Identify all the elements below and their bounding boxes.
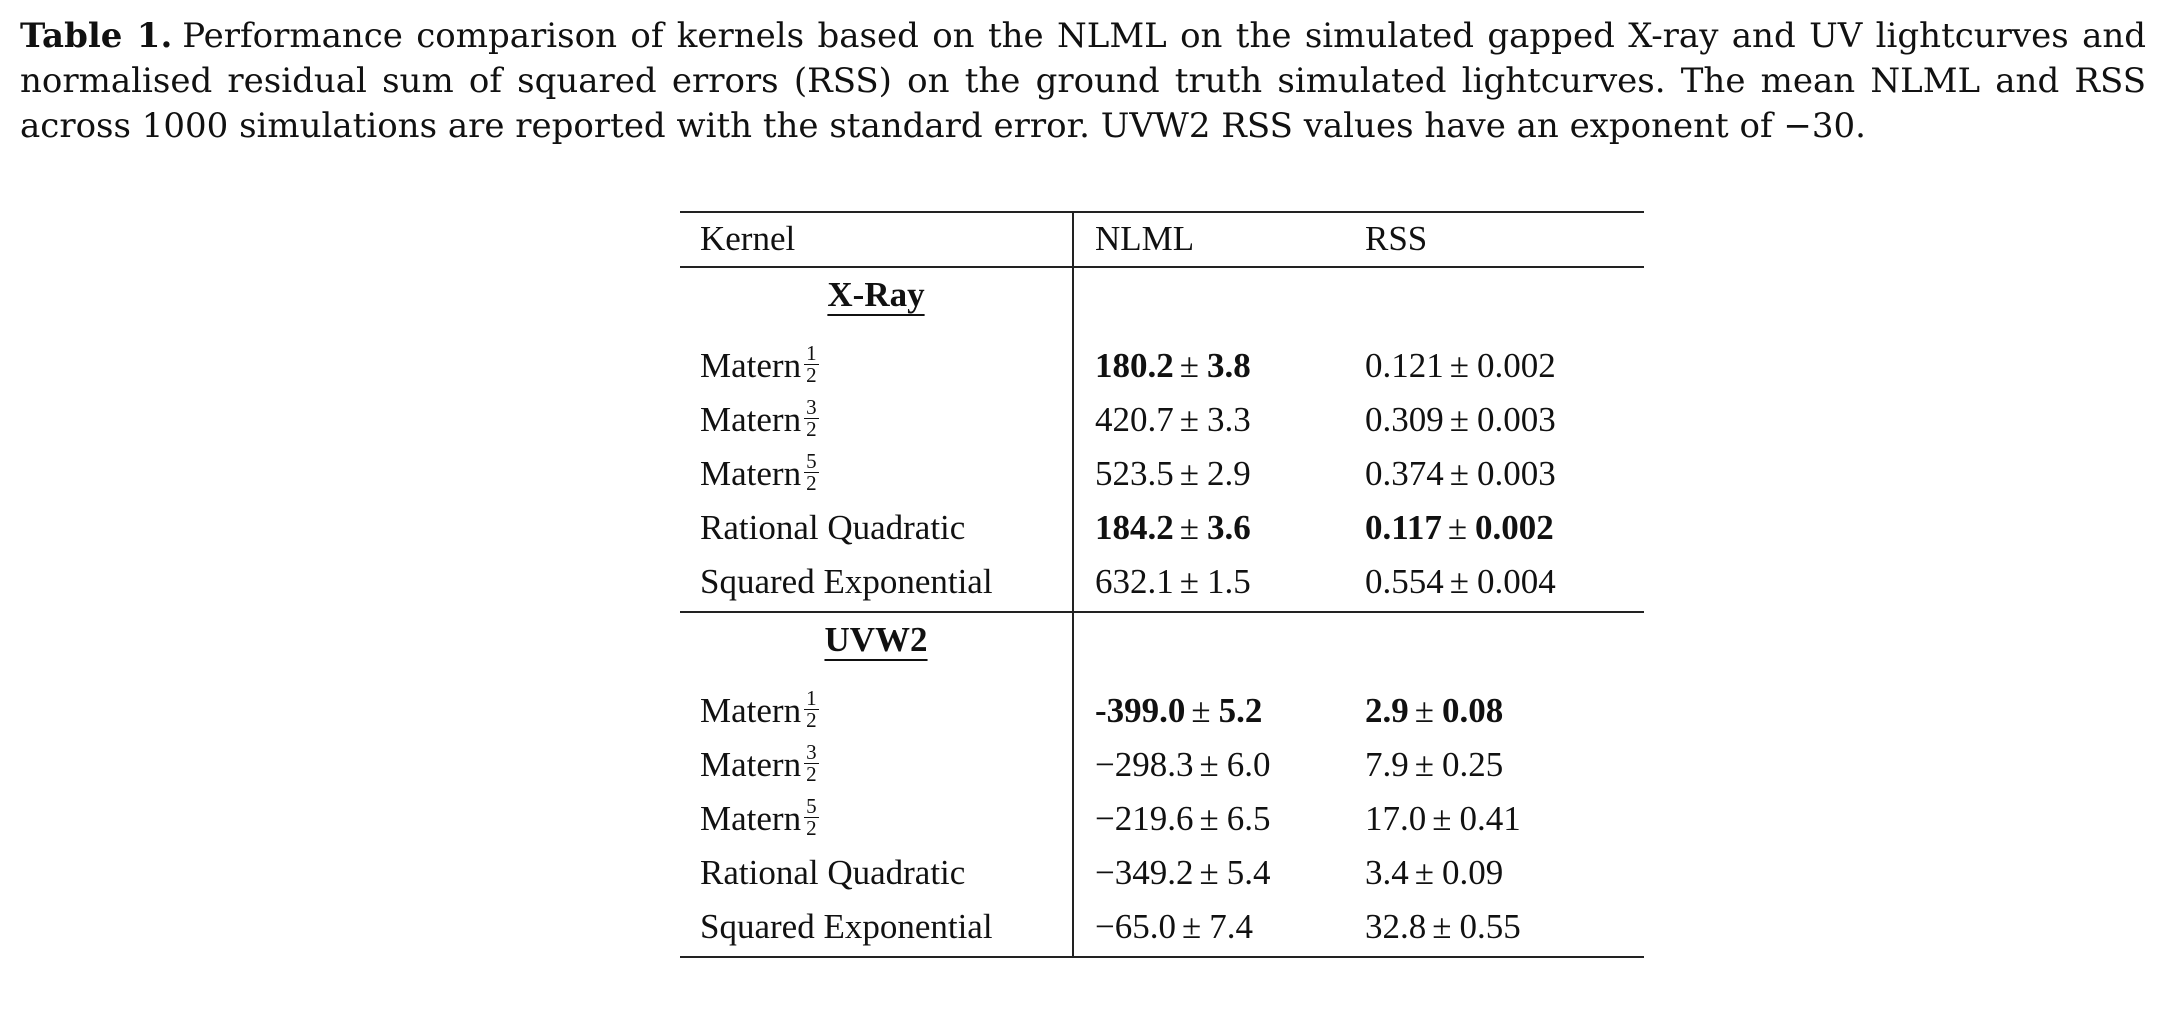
- kernel-cell: [700, 506, 965, 550]
- rss-cell-mean: 7.9: [1365, 745, 1409, 784]
- nlml-cell: [1095, 851, 1270, 895]
- fraction-denominator: 2: [806, 762, 817, 787]
- rss-cell: [1365, 797, 1521, 841]
- rss-cell: [1365, 851, 1503, 895]
- kernel-cell: [700, 449, 819, 498]
- plus-minus: ±: [1179, 400, 1199, 439]
- kernel-name: Matern: [700, 691, 802, 730]
- kernel-fraction: [804, 397, 819, 440]
- nlml-cell: [1095, 506, 1251, 550]
- nlml-cell-error: 2.9: [1206, 454, 1251, 493]
- nlml-cell-mean: 523.5: [1095, 454, 1174, 493]
- plus-minus: ±: [1179, 508, 1199, 547]
- nlml-cell: [1095, 797, 1270, 841]
- plus-minus: ±: [1199, 853, 1219, 892]
- kernel-name: Matern: [700, 799, 802, 838]
- rss-cell-mean: 0.554: [1365, 562, 1444, 601]
- rss-cell-error: 0.002: [1476, 346, 1556, 385]
- rss-cell-mean: 0.309: [1365, 400, 1444, 439]
- nlml-cell-error: 6.5: [1226, 799, 1271, 838]
- plus-minus: ±: [1414, 745, 1434, 784]
- rss-cell: [1365, 743, 1503, 787]
- kernel-cell: [700, 905, 993, 949]
- rss-cell-mean: 2.9: [1365, 691, 1409, 730]
- plus-minus: ±: [1432, 799, 1452, 838]
- fraction-numerator: 3: [806, 395, 817, 420]
- rss-cell-error: 0.002: [1475, 508, 1554, 547]
- plus-minus: ±: [1179, 454, 1199, 493]
- nlml-cell: [1095, 743, 1270, 787]
- fraction-numerator: 5: [806, 794, 817, 819]
- kernel-cell: [700, 851, 965, 895]
- table-caption: [20, 14, 2146, 149]
- fraction-numerator: 1: [806, 686, 817, 711]
- nlml-cell-mean: −65.0: [1095, 907, 1176, 946]
- rss-cell-mean: 17.0: [1365, 799, 1427, 838]
- rss-cell: [1365, 905, 1521, 949]
- plus-minus: ±: [1449, 562, 1469, 601]
- fraction-denominator: 2: [806, 417, 817, 442]
- nlml-cell-mean: −219.6: [1095, 799, 1194, 838]
- fraction-denominator: 2: [806, 363, 817, 388]
- caption-text: Performance comparison of kernels based on the NLML on the simulated gapped X-ray and UV lightcurves and normalised residual sum of squared errors (RSS) on the ground truth simulated lightcurves. The mean NLML and RSS across 1000 simulations are reported with the standard error. UVW2 RSS values have an exponent of −30.: [20, 16, 2146, 146]
- nlml-cell: [1095, 398, 1251, 442]
- rss-cell: [1365, 344, 1556, 388]
- kernel-cell: [700, 395, 819, 444]
- plus-minus: ±: [1179, 346, 1199, 385]
- rss-cell-mean: 32.8: [1365, 907, 1427, 946]
- fraction-denominator: 2: [806, 708, 817, 733]
- header-rss: RSS: [1365, 219, 1428, 258]
- plus-minus: ±: [1449, 454, 1469, 493]
- nlml-cell-mean: 184.2: [1095, 508, 1174, 547]
- bottom-rule: [680, 956, 1644, 958]
- rss-cell: [1365, 506, 1554, 550]
- fraction-denominator: 2: [806, 471, 817, 496]
- plus-minus: ±: [1199, 745, 1219, 784]
- plus-minus: ±: [1449, 346, 1469, 385]
- rss-cell-mean: 0.121: [1365, 346, 1444, 385]
- nlml-cell: [1095, 905, 1253, 949]
- rss-cell: [1365, 689, 1503, 733]
- plus-minus: ±: [1414, 691, 1434, 730]
- fraction-numerator: 1: [806, 341, 817, 366]
- nlml-cell: [1095, 344, 1251, 388]
- nlml-cell-error: 5.4: [1226, 853, 1271, 892]
- rss-cell-error: 0.25: [1441, 745, 1504, 784]
- plus-minus: ±: [1414, 853, 1434, 892]
- nlml-cell-error: 5.2: [1218, 691, 1263, 730]
- section-title-text: UVW2: [824, 620, 928, 659]
- rss-cell: [1365, 452, 1556, 496]
- kernel-cell: [700, 740, 819, 789]
- kernel-fraction: [804, 451, 819, 494]
- kernel-fraction: [804, 742, 819, 785]
- plus-minus: ±: [1179, 562, 1199, 601]
- column-divider: [1072, 211, 1074, 958]
- kernel-name: Rational Quadratic: [700, 508, 966, 547]
- kernel-name: Squared Exponential: [700, 907, 993, 946]
- rss-cell: [1365, 560, 1556, 604]
- kernel-cell: [700, 686, 819, 735]
- nlml-cell: [1095, 560, 1251, 604]
- kernel-name: Matern: [700, 454, 802, 493]
- rss-cell-error: 0.08: [1441, 691, 1504, 730]
- nlml-cell-mean: -399.0: [1095, 691, 1186, 730]
- nlml-cell-error: 7.4: [1209, 907, 1253, 946]
- nlml-cell: [1095, 452, 1251, 496]
- rss-cell-error: 0.55: [1459, 907, 1521, 946]
- fraction-numerator: 5: [806, 449, 817, 474]
- plus-minus: ±: [1432, 907, 1452, 946]
- header-nlml: NLML: [1095, 219, 1195, 258]
- nlml-cell-mean: 420.7: [1095, 400, 1174, 439]
- kernel-cell: [700, 560, 993, 604]
- rss-cell-error: 0.09: [1441, 853, 1504, 892]
- header-rule: [680, 266, 1644, 268]
- plus-minus: ±: [1199, 799, 1219, 838]
- fraction-numerator: 3: [806, 740, 817, 765]
- kernel-name: Matern: [700, 346, 802, 385]
- kernel-cell: [700, 341, 819, 390]
- rss-cell-mean: 3.4: [1365, 853, 1409, 892]
- fraction-denominator: 2: [806, 816, 817, 841]
- kernel-fraction: [804, 796, 819, 839]
- kernel-name: Rational Quadratic: [700, 853, 966, 892]
- rss-cell-mean: 0.374: [1365, 454, 1444, 493]
- nlml-cell-mean: 632.1: [1095, 562, 1174, 601]
- nlml-cell: [1095, 689, 1262, 733]
- kernel-name: Matern: [700, 745, 802, 784]
- kernel-fraction: [804, 343, 819, 386]
- plus-minus: ±: [1447, 508, 1468, 547]
- nlml-cell-error: 3.8: [1206, 346, 1251, 385]
- rss-cell-error: 0.003: [1476, 454, 1556, 493]
- kernel-fraction: [804, 688, 819, 731]
- rss-cell-error: 0.41: [1459, 799, 1521, 838]
- section-rule: [680, 611, 1644, 613]
- rss-cell-error: 0.004: [1476, 562, 1556, 601]
- kernel-name: Matern: [700, 400, 802, 439]
- nlml-cell-error: 1.5: [1206, 562, 1251, 601]
- kernel-name: Squared Exponential: [700, 562, 993, 601]
- rss-cell: [1365, 398, 1556, 442]
- caption-label: Table 1.: [20, 16, 173, 56]
- plus-minus: ±: [1182, 907, 1202, 946]
- top-rule: [680, 211, 1644, 213]
- plus-minus: ±: [1449, 400, 1469, 439]
- plus-minus: ±: [1191, 691, 1211, 730]
- rss-cell-error: 0.003: [1476, 400, 1556, 439]
- nlml-cell-error: 3.3: [1206, 400, 1251, 439]
- rss-cell-mean: 0.117: [1365, 508, 1442, 547]
- nlml-cell-mean: 180.2: [1095, 346, 1174, 385]
- section-title: [680, 618, 1072, 662]
- section-title: [680, 273, 1072, 317]
- nlml-cell-error: 6.0: [1226, 745, 1271, 784]
- nlml-cell-mean: −298.3: [1095, 745, 1194, 784]
- nlml-cell-mean: −349.2: [1095, 853, 1194, 892]
- nlml-cell-error: 3.6: [1206, 508, 1251, 547]
- section-title-text: X-Ray: [827, 275, 925, 314]
- kernel-cell: [700, 794, 819, 843]
- header-kernel: Kernel: [700, 219, 796, 258]
